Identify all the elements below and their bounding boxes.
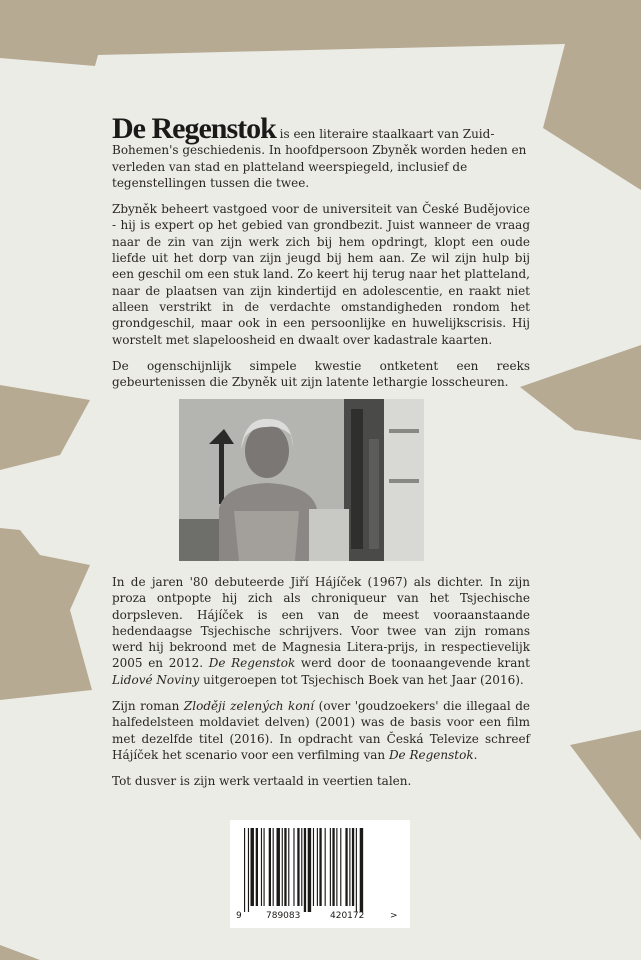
barcode-bar [313, 828, 314, 906]
book-title: De Regenstok [112, 112, 276, 145]
barcode-bar [297, 828, 299, 906]
top-text-block [112, 112, 530, 400]
author-bio-paragraph-2 [112, 698, 530, 763]
barcode-bar [360, 828, 363, 912]
barcode-bar [293, 828, 294, 906]
author-photo [179, 399, 424, 561]
barcode-bar [277, 828, 280, 906]
bio-text: . [473, 747, 478, 762]
barcode-bar [282, 828, 283, 906]
barcode-group-1: 789083 [266, 911, 301, 921]
barcode-bar [301, 828, 302, 906]
barcode-bar [269, 828, 271, 906]
barcode-bar [356, 828, 357, 912]
barcode-bar [288, 828, 289, 906]
barcode-bar [319, 828, 321, 906]
author-bio-paragraph-1 [112, 574, 530, 688]
bio-text: uitgeroepen tot Tsjechisch Boek van het Jaar (2016). [199, 672, 524, 687]
barcode-bar [304, 828, 306, 912]
barcode-bar [345, 828, 347, 906]
synopsis-paragraph-2: De ogenschijnlijk simpele kwestie ontketent een reeks gebeurtenissen die Zbyněk uit zijn latente lethargie losscheuren. [112, 358, 530, 390]
bottom-text-block [112, 574, 530, 800]
barcode-bar [325, 828, 326, 906]
barcode-bar [349, 828, 350, 906]
barcode-bar [251, 828, 254, 906]
bio-novel-title: Zloději zelených koní [183, 699, 315, 714]
barcode-bar [317, 828, 318, 906]
barcode-bar [284, 828, 286, 906]
bio-book-title: De Regenstok [388, 747, 474, 762]
bio-text: Zijn roman [112, 699, 184, 714]
bio-text: werd door de toonaangevende krant [295, 656, 530, 671]
barcode-bar [256, 828, 258, 906]
barcode-bars [230, 820, 410, 928]
bio-newspaper-name: Lidové Noviny [112, 672, 200, 687]
barcode-bar [352, 828, 354, 906]
barcode-bar [308, 828, 311, 912]
barcode-bar [336, 828, 337, 906]
intro-tagline: is een literaire staalkaart van Zuid-Bohemen's geschiedenis. In hoofdpersoon Zbyněk worden heden en verleden van stad en platteland weerspiegeld, inclusief de tegenstellingen tussen die twee. [112, 127, 527, 190]
barcode-bar [330, 828, 331, 906]
author-bio-paragraph-3: Tot dusver is zijn werk vertaald in veertien talen. [112, 774, 412, 789]
bio-text: (over 'goudzoekers' die illegaal de halfedelsteen moldaviet delven) (2001) was de basis voor een film met dezelfde titel (2016). In opdracht van Česká Televize schreef Hájíček het scenario voor een verfilming van [112, 699, 530, 762]
barcode-arrow: > [390, 911, 398, 921]
bio-book-title: De Regenstok [208, 656, 296, 671]
barcode-bar [273, 828, 274, 906]
barcode-bar [340, 828, 341, 906]
barcode-bar [244, 828, 245, 912]
barcode-bar [332, 828, 334, 906]
barcode-lead-digit: 9 [236, 911, 242, 921]
isbn-barcode [230, 820, 410, 928]
barcode-group-2: 420172 [330, 911, 365, 921]
barcode-bar [261, 828, 262, 906]
barcode-bar [248, 828, 249, 912]
bio-text: In de jaren '80 debuteerde Jiří Hájíček (1967) als dichter. In zijn proza ontpopte hij zich als chroniqueur van het Tsjechische dorpsleven. Hájíček is een van de meest vooraanstaande hedendaagse Tsjechische schrijvers. Voor twee van zijn romans werd hij bekroond met de Magnesia Litera-prijs, in respectievelijk 2005 en 2012. [112, 575, 530, 671]
barcode-bar [264, 828, 265, 906]
intro-paragraph [112, 112, 530, 191]
synopsis-paragraph-1: Zbyněk beheert vastgoed voor de universiteit van České Budějovice - hij is expert op het gebied van grondbezit. Juist wanneer de vraag naar de zin van zijn werk zich bij hem opdringt, klopt een oude liefde uit het dorp van zijn jeugd bij hem aan. Ze wil zijn hulp bij een geschil om een stuk land. Zo keert hij terug naar het platteland, naar de plaatsen van zijn kindertijd en adolescentie, en raakt niet alleen verstrikt in de verdachte omstandigheden rondom het grondgeschil, maar ook in een persoonlijke en huwelijkscrisis. Hij worstelt met slapeloosheid en dwaalt over kadastrale kaarten. [112, 202, 530, 347]
